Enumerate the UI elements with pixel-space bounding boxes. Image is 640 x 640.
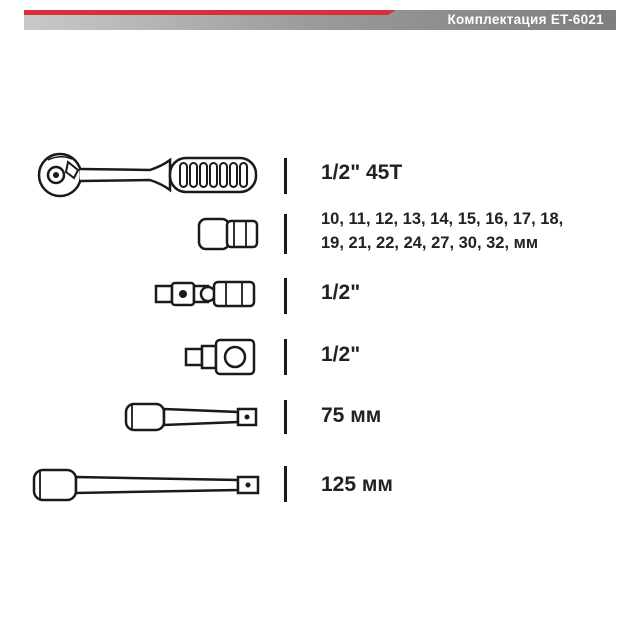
adapter-icon — [180, 336, 264, 378]
socket-sizes-line-1: 10, 11, 12, 13, 14, 15, 16, 17, 18, — [321, 210, 564, 228]
item-row-socket — [0, 208, 640, 258]
divider — [284, 158, 287, 194]
socket-icon — [194, 214, 264, 254]
item-label: 1/2" — [321, 281, 361, 304]
item-row-adapter — [0, 332, 640, 382]
short-extension-bar-icon — [122, 400, 264, 434]
item-label: 1/2" — [321, 343, 361, 366]
item-row-ratchet — [0, 150, 640, 200]
divider — [284, 400, 287, 434]
page-title: Комплектация ET-6021 — [447, 12, 604, 27]
item-label: 75 мм — [321, 404, 382, 427]
socket-sizes-line-2: 19, 21, 22, 24, 27, 30, 32, мм — [321, 234, 539, 252]
item-row-short-extension — [0, 396, 640, 442]
item-row-universal-joint — [0, 268, 640, 318]
universal-joint-icon — [150, 274, 262, 314]
item-label: 1/2" 45T — [321, 161, 403, 184]
divider — [284, 466, 287, 502]
divider — [284, 339, 287, 375]
divider — [284, 278, 287, 314]
long-extension-bar-icon — [30, 466, 264, 504]
item-label: 125 мм — [321, 473, 393, 496]
divider — [284, 214, 287, 254]
item-row-long-extension — [0, 462, 640, 508]
header-bar — [24, 10, 616, 30]
ratchet-icon — [30, 150, 266, 200]
